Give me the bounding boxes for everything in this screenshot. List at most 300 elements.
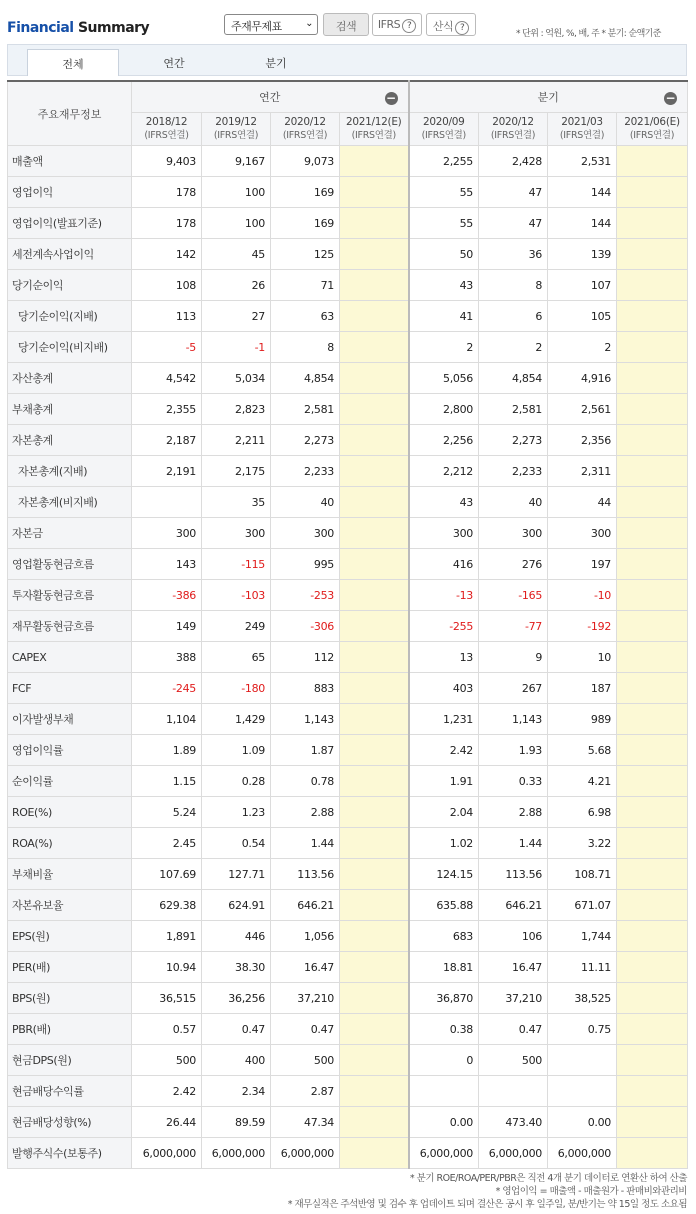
table-cell: 50 [409,239,479,270]
table-row [8,549,688,580]
table-cell: 38.30 [202,952,271,983]
table-cell: 113.56 [479,859,548,890]
row-label: 부채비율 [8,859,132,890]
table-cell: 2,581 [479,394,548,425]
table-cell: 108.71 [548,859,617,890]
search-button[interactable]: 검색 [323,13,369,36]
table-cell [340,859,409,890]
table-cell: 683 [409,921,479,952]
ifrs-label: IFRS [377,18,401,31]
table-cell [548,1045,617,1076]
table-cell: 2,273 [271,425,340,456]
table-cell: 2.42 [132,1076,202,1107]
table-cell: 300 [202,518,271,549]
table-cell: 187 [548,673,617,704]
table-cell [340,766,409,797]
table-row [8,332,688,363]
table-cell: 629.38 [132,890,202,921]
column-header [271,113,340,146]
table-cell: 47 [479,208,548,239]
table-cell [617,673,688,704]
table-cell: 11.11 [548,952,617,983]
table-cell [617,611,688,642]
table-cell: 2,561 [548,394,617,425]
table-cell: 6,000,000 [548,1138,617,1169]
column-header [409,113,479,146]
table-cell: 300 [132,518,202,549]
table-cell [340,208,409,239]
table-cell: 113 [132,301,202,332]
table-cell: 10.94 [132,952,202,983]
table-cell: 1.87 [271,735,340,766]
chevron-down-icon: ⌄ [305,18,313,29]
table-cell: 2,256 [409,425,479,456]
table-cell [617,456,688,487]
table-cell: 16.47 [271,952,340,983]
table-row [8,983,688,1014]
table-cell: 2.42 [409,735,479,766]
column-basis: (IFRS연결) [144,130,189,141]
table-cell: 416 [409,549,479,580]
table-cell: -255 [409,611,479,642]
table-cell: 1,104 [132,704,202,735]
table-row [8,177,688,208]
collapse-annual-icon[interactable]: − [385,91,397,105]
row-label: 순이익률 [8,766,132,797]
row-label: 발행주식수(보통주) [8,1138,132,1169]
table-cell: 10 [548,642,617,673]
table-cell [340,828,409,859]
row-label: 당기순이익(지배) [8,301,132,332]
row-label: 세전계속사업이익 [8,239,132,270]
formula-help-button[interactable] [426,13,476,36]
table-row [8,859,688,890]
table-row [8,580,688,611]
table-cell [340,1014,409,1045]
table-cell: -180 [202,673,271,704]
table-row [8,921,688,952]
quarter-group-header [409,81,688,113]
table-cell: 40 [479,487,548,518]
table-cell [132,487,202,518]
table-cell: 4,854 [479,363,548,394]
table-cell: 1.09 [202,735,271,766]
table-cell: 89.59 [202,1107,271,1138]
table-cell [617,518,688,549]
table-cell: 2,355 [132,394,202,425]
table-cell: 127.71 [202,859,271,890]
help-icon: ? [455,21,469,35]
table-cell: 144 [548,208,617,239]
table-cell: 1,231 [409,704,479,735]
table-cell [340,1076,409,1107]
table-cell: 2.87 [271,1076,340,1107]
row-label: 자본금 [8,518,132,549]
table-cell: 249 [202,611,271,642]
table-cell: 26 [202,270,271,301]
table-cell: 0.33 [479,766,548,797]
table-cell: 0.28 [202,766,271,797]
row-label: 투자활동현금흐름 [8,580,132,611]
row-label: BPS(원) [8,983,132,1014]
table-row [8,704,688,735]
table-cell [617,1138,688,1169]
statement-type-value: 주재무제표 [231,20,282,33]
table-cell [617,1076,688,1107]
table-cell: 100 [202,177,271,208]
table-cell [340,332,409,363]
table-cell [340,983,409,1014]
table-cell: 6,000,000 [132,1138,202,1169]
table-cell: -13 [409,580,479,611]
table-cell: 2.88 [271,797,340,828]
table-cell: 105 [548,301,617,332]
column-header [479,113,548,146]
column-basis: (IFRS연결) [421,130,466,141]
annual-group-header [132,81,409,113]
table-cell [340,394,409,425]
table-cell: 300 [271,518,340,549]
table-cell: 9,403 [132,146,202,177]
table-cell: 100 [202,208,271,239]
table-cell: 36,515 [132,983,202,1014]
table-cell: 178 [132,177,202,208]
financial-summary-table [7,80,688,1169]
table-cell: 40 [271,487,340,518]
table-cell: 149 [132,611,202,642]
table-cell: 55 [409,177,479,208]
row-label: 재무활동현금흐름 [8,611,132,642]
table-cell: 1.44 [479,828,548,859]
tab-quarterly[interactable]: 분기 [265,57,287,70]
column-basis: (IFRS연결) [559,130,605,141]
table-cell [617,766,688,797]
row-label: CAPEX [8,642,132,673]
table-cell: 0.47 [479,1014,548,1045]
table-cell: 44 [548,487,617,518]
table-row [8,425,688,456]
table-cell: 267 [479,673,548,704]
table-cell [340,301,409,332]
column-basis: (IFRS연결) [213,130,259,141]
table-cell: 1,143 [479,704,548,735]
table-cell: 2,191 [132,456,202,487]
table-cell: 1.15 [132,766,202,797]
table-cell: -1 [202,332,271,363]
row-label: 자본총계(비지배) [8,487,132,518]
table-cell: 1.93 [479,735,548,766]
table-cell: 646.21 [479,890,548,921]
table-cell [617,146,688,177]
table-cell: 2 [548,332,617,363]
table-cell [617,735,688,766]
table-row [8,394,688,425]
table-cell: 1,143 [271,704,340,735]
table-cell: 2,273 [479,425,548,456]
table-cell: 4,916 [548,363,617,394]
table-cell: 9,167 [202,146,271,177]
table-cell [617,270,688,301]
table-cell: 1.91 [409,766,479,797]
table-row [8,518,688,549]
table-cell [340,363,409,394]
table-cell: 27 [202,301,271,332]
table-cell [340,797,409,828]
table-cell: 5.68 [548,735,617,766]
table-cell: 1.23 [202,797,271,828]
table-cell: 646.21 [271,890,340,921]
table-cell: 6.98 [548,797,617,828]
table-row [8,735,688,766]
table-cell: 2,211 [202,425,271,456]
table-cell: 41 [409,301,479,332]
table-cell: 0.00 [548,1107,617,1138]
table-cell: 989 [548,704,617,735]
table-cell: 5.24 [132,797,202,828]
table-cell: 38,525 [548,983,617,1014]
table-cell: 2,531 [548,146,617,177]
table-cell [340,177,409,208]
row-label: 영업이익(발표기준) [8,208,132,239]
column-header [202,113,271,146]
table-cell: 45 [202,239,271,270]
table-cell: 16.47 [479,952,548,983]
table-cell: 36,256 [202,983,271,1014]
table-cell: 624.91 [202,890,271,921]
table-cell: 143 [132,549,202,580]
table-cell: 4.21 [548,766,617,797]
table-row [8,1045,688,1076]
row-label: 부채총계 [8,394,132,425]
tab-all[interactable]: 전체 [27,49,119,76]
table-cell: 2,212 [409,456,479,487]
row-label: FCF [8,673,132,704]
table-cell: 142 [132,239,202,270]
row-label: 현금배당성향(%) [8,1107,132,1138]
table-cell: 2,175 [202,456,271,487]
table-cell: -77 [479,611,548,642]
table-cell [479,1076,548,1107]
table-cell [617,859,688,890]
column-period: 2018/12 [145,116,188,128]
table-cell: 3.22 [548,828,617,859]
table-cell: 500 [271,1045,340,1076]
table-cell: 106 [479,921,548,952]
row-label: 자본총계(지배) [8,456,132,487]
table-row [8,1138,688,1169]
table-cell: 995 [271,549,340,580]
table-cell [617,487,688,518]
table-cell: 2,823 [202,394,271,425]
table-cell: 473.40 [479,1107,548,1138]
table-cell [617,301,688,332]
table-cell: 1,744 [548,921,617,952]
table-cell [340,549,409,580]
footnotes [288,1172,687,1211]
row-label: 자본유보율 [8,890,132,921]
table-row [8,208,688,239]
table-cell: 400 [202,1045,271,1076]
table-cell: 1.89 [132,735,202,766]
table-cell: 6 [479,301,548,332]
table-cell: 37,210 [271,983,340,1014]
table-cell: 2,428 [479,146,548,177]
table-cell [617,580,688,611]
table-cell [340,580,409,611]
help-icon: ? [402,19,416,33]
table-cell: 107 [548,270,617,301]
table-cell [340,1107,409,1138]
table-row [8,797,688,828]
table-row [8,487,688,518]
table-cell: 276 [479,549,548,580]
table-cell: 0.75 [548,1014,617,1045]
row-label: 이자발생부채 [8,704,132,735]
table-cell [340,456,409,487]
table-cell: 0.54 [202,828,271,859]
table-cell: 2.88 [479,797,548,828]
table-cell: 178 [132,208,202,239]
ifrs-help-button[interactable] [372,13,422,36]
table-cell: 197 [548,549,617,580]
table-cell: 6,000,000 [202,1138,271,1169]
table-cell [617,921,688,952]
row-label: 현금DPS(원) [8,1045,132,1076]
table-cell: 5,034 [202,363,271,394]
table-cell: 47.34 [271,1107,340,1138]
table-cell [617,704,688,735]
table-row [8,456,688,487]
table-cell: -10 [548,580,617,611]
table-cell [340,518,409,549]
table-cell: 1,891 [132,921,202,952]
row-label: 영업이익률 [8,735,132,766]
table-cell: 47 [479,177,548,208]
table-cell: -386 [132,580,202,611]
table-cell: 144 [548,177,617,208]
table-cell: 9 [479,642,548,673]
collapse-quarter-icon[interactable]: − [665,91,676,105]
row-label: EPS(원) [8,921,132,952]
table-cell: 6,000,000 [479,1138,548,1169]
table-cell: 5,056 [409,363,479,394]
table-cell [617,1045,688,1076]
table-row [8,642,688,673]
table-cell: 2.45 [132,828,202,859]
table-cell [340,952,409,983]
table-row [8,890,688,921]
table-cell: 169 [271,177,340,208]
table-cell: -306 [271,611,340,642]
table-cell: 2,233 [479,456,548,487]
column-period: 2021/12(E) [346,116,402,128]
row-label: 당기순이익 [8,270,132,301]
table-cell: 37,210 [479,983,548,1014]
table-cell [617,363,688,394]
column-period: 2021/06(E) [624,116,680,128]
table-cell: 125 [271,239,340,270]
table-cell: 300 [548,518,617,549]
table-cell [340,1045,409,1076]
table-cell [617,549,688,580]
table-cell: 0.57 [132,1014,202,1045]
table-cell: 0.00 [409,1107,479,1138]
table-cell [548,1076,617,1107]
period-tabs [7,44,687,76]
table-cell [617,425,688,456]
table-cell: -192 [548,611,617,642]
column-basis: (IFRS연결) [282,130,328,141]
table-cell: 0.78 [271,766,340,797]
annual-group-label: 연간 [259,91,281,104]
tab-annual[interactable]: 연간 [163,57,185,70]
table-cell: 8 [479,270,548,301]
column-basis: (IFRS연결) [490,130,536,141]
table-row [8,363,688,394]
table-row [8,1076,688,1107]
table-row [8,1107,688,1138]
table-cell: 635.88 [409,890,479,921]
column-basis: (IFRS연결) [629,130,675,141]
table-cell: 139 [548,239,617,270]
table-cell: -245 [132,673,202,704]
column-basis: (IFRS연결) [351,130,396,141]
table-cell [617,332,688,363]
table-row [8,301,688,332]
table-cell: 2,581 [271,394,340,425]
table-cell: 403 [409,673,479,704]
table-cell: 1,056 [271,921,340,952]
table-cell: 0.47 [271,1014,340,1045]
table-cell: 2 [479,332,548,363]
row-label: 자본총계 [8,425,132,456]
statement-type-select[interactable] [224,14,318,35]
table-row [8,673,688,704]
column-header [340,113,409,146]
table-cell: 300 [479,518,548,549]
table-cell [617,1107,688,1138]
table-cell: -253 [271,580,340,611]
table-cell [340,1138,409,1169]
column-header [548,113,617,146]
table-cell: 9,073 [271,146,340,177]
table-cell: 1.44 [271,828,340,859]
table-cell [340,611,409,642]
table-cell: 124.15 [409,859,479,890]
footnote: * 재무실적은 주석반영 및 검수 후 업데이트 되며 결산은 공시 후 일주일, 분/반기는 약 15일 정도 소요됨 [287,1199,687,1210]
table-row [8,952,688,983]
quarter-group-label: 분기 [537,91,559,104]
table-cell: 4,542 [132,363,202,394]
table-cell: 0.38 [409,1014,479,1045]
unit-note: * 단위 : 억원, %, 배, 주 * 분기: 순액기준 [516,29,661,39]
table-row [8,146,688,177]
row-label: 영업활동현금흐름 [8,549,132,580]
table-cell: 446 [202,921,271,952]
formula-label: 산식 [432,20,454,33]
table-cell [340,239,409,270]
table-cell [340,673,409,704]
corner-header: 주요재무정보 [8,81,132,146]
table-cell [617,828,688,859]
table-cell: 500 [479,1045,548,1076]
table-cell [409,1076,479,1107]
table-cell [340,425,409,456]
table-cell: 300 [409,518,479,549]
table-cell: 1,429 [202,704,271,735]
table-cell [340,270,409,301]
table-cell: 2,311 [548,456,617,487]
